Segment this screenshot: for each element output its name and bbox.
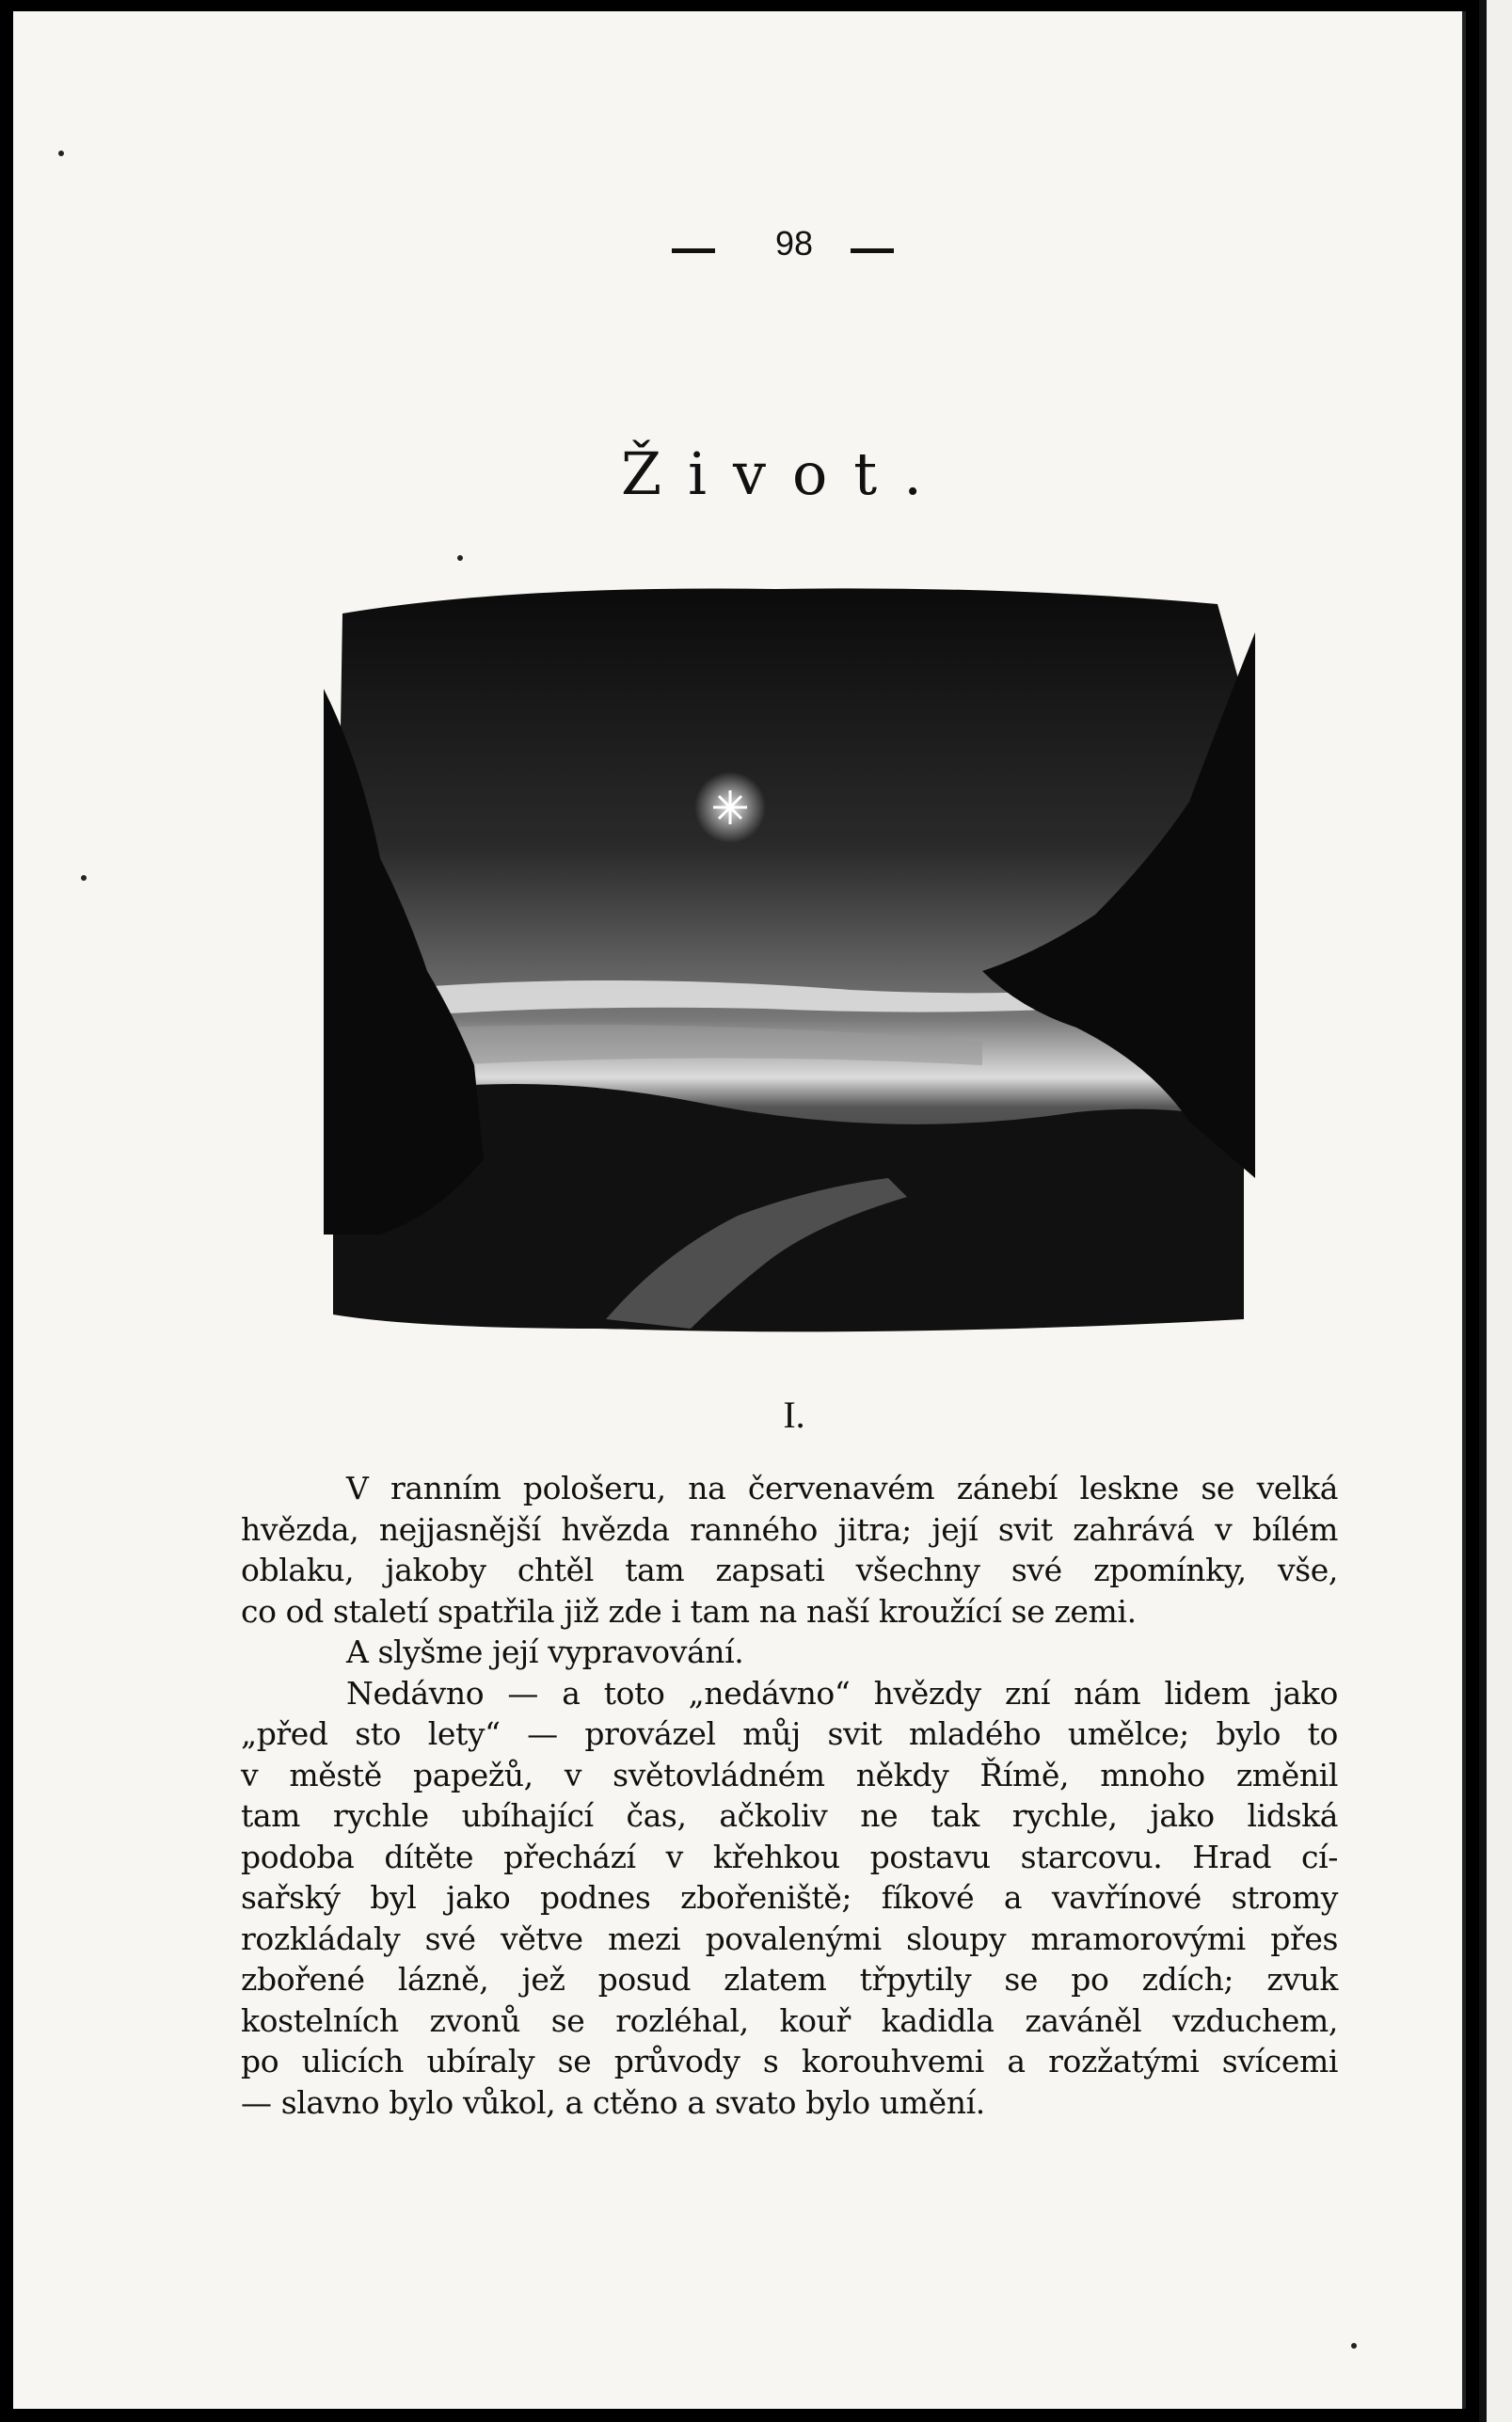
page-speck [58,151,64,156]
text-line: podoba dítěte přechází v křehkou postavu starcovu. Hrad cí- [241,1838,1338,1875]
header-dash-left [672,248,715,253]
book-page [13,11,1466,2409]
text-line: sařský byl jako podnes zbořeniště; fíkové a vavřínové stromy [241,1879,1338,1916]
text-line: Nedávno — a toto „nedávno“ hvězdy zní nám lidem jako [346,1674,1338,1712]
page-number: 98 [774,224,814,263]
chapter-title: Život. [621,439,948,508]
text-line: oblaku, jakoby chtěl tam zapsati všechny své zpomínky, vše, [241,1552,1338,1588]
page-header [672,224,898,271]
adjacent-page-edge [1479,0,1512,2422]
text-line: kostelních zvonů se rozléhal, kouř kadidla zaváněl vzduchem, [241,2001,1338,2039]
text-line: rozkládaly své větve mezi povalenými sloupy mramorovými přes [241,1920,1338,1957]
text-line: po ulicích ubíraly se průvody s korouhvemi a rozžatými svícemi [241,2043,1338,2079]
text-line: zbořené lázně, jež posud zlatem třpytily se po zdích; zvuk [241,1961,1338,1998]
text-line: „před sto lety“ — provázel můj svit mladého umělce; bylo to [241,1715,1338,1752]
page-speck [457,555,463,561]
text-line: — slavno bylo vůkol, a ctěno a svato bylo umění. [241,2083,985,2121]
section-numeral: I. [783,1394,805,1436]
body-text [241,1468,1338,2123]
text-line: v městě papežů, v světovládném někdy Římě, mnoho změnil [241,1756,1338,1793]
header-dash-right [851,248,894,253]
night-landscape-illustration [324,576,1255,1338]
text-line: V ranním pološeru, na červenavém zánebí leskne se velká [346,1470,1338,1506]
page-speck [1351,2343,1357,2349]
text-line: co od staletí spatřila již zde i tam na naší kroužící se zemi. [241,1592,1137,1630]
text-line: tam rychle ubíhající čas, ačkoliv ne tak rychle, jako lidská [241,1797,1338,1834]
page-speck [81,875,87,881]
text-line: hvězda, nejjasnější hvězda ranného jitra; její svit zahrává v bílém [241,1510,1338,1548]
text-line: A slyšme její vypravování. [346,1633,744,1670]
